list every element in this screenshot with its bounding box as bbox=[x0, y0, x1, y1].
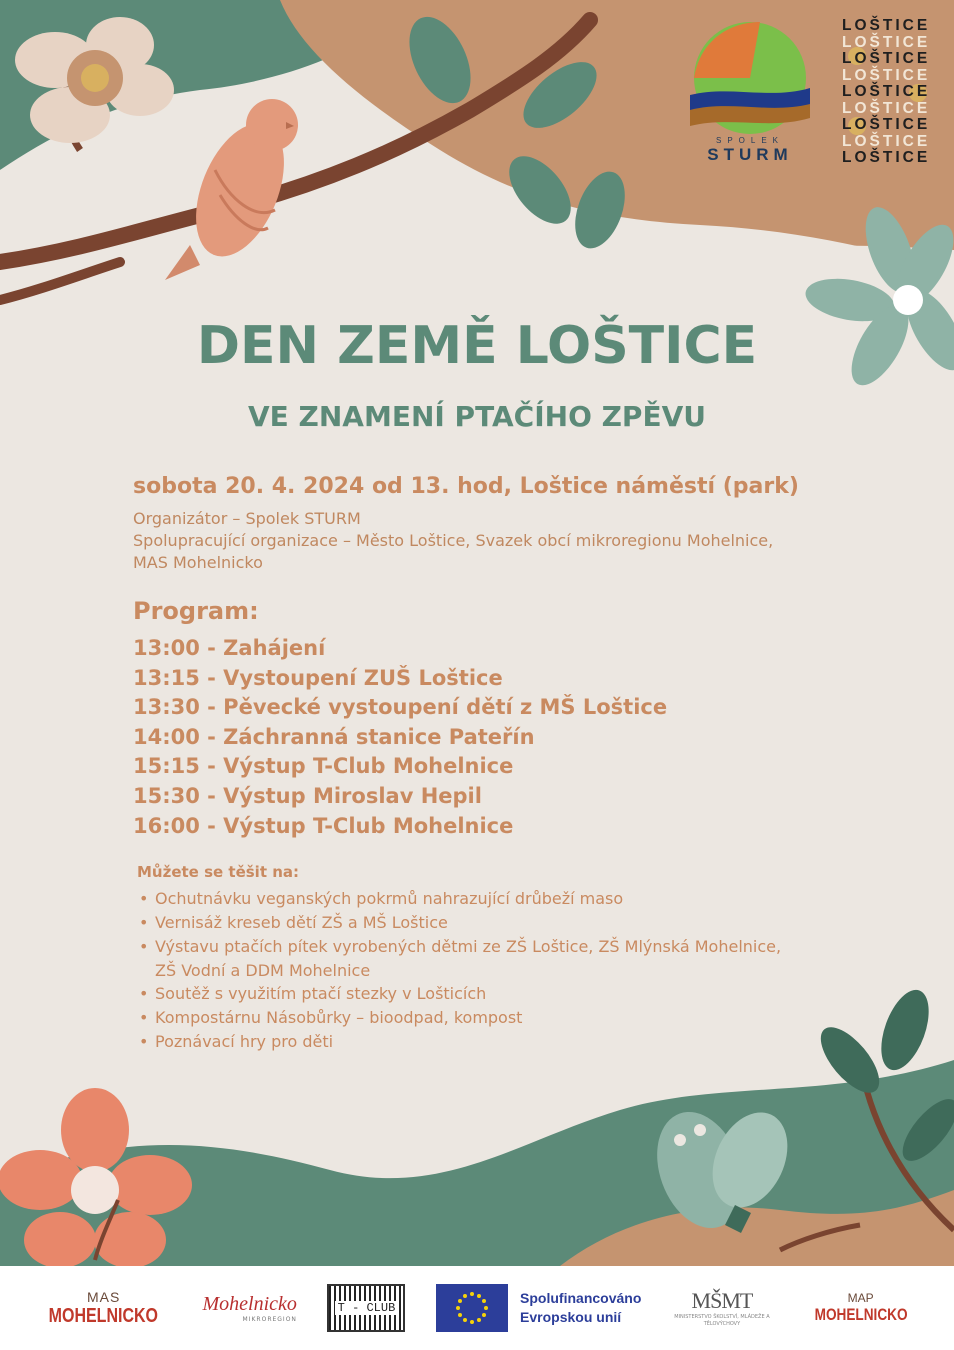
msmt-logo bbox=[672, 1288, 772, 1328]
lostice-logo-line: LOŠTICE bbox=[842, 66, 931, 84]
list-item: • Poznávací hry pro děti bbox=[139, 1030, 893, 1054]
lostice-logo-line: LOŠTICE bbox=[842, 116, 931, 133]
list-item bbox=[139, 935, 893, 983]
mohelnicko-mikroregion-logo bbox=[203, 1293, 297, 1323]
page-title: DEN ZEMĚ LOŠTICE bbox=[196, 316, 758, 376]
list-item-text-cont: ZŠ Vodní a DDM Mohelnice bbox=[155, 960, 371, 980]
mas-logo-top: MAS bbox=[86, 1288, 121, 1305]
tclub-logo bbox=[327, 1284, 405, 1332]
msmt-logo-mark: MŠMT bbox=[691, 1288, 753, 1313]
list-item: • Ochutnávku veganských pokrmů nahrazující drůbeží maso bbox=[139, 887, 893, 911]
organizers bbox=[133, 508, 893, 574]
map-logo-top: MAP bbox=[847, 1291, 874, 1305]
lostice-logo-line: LOŠTICE bbox=[842, 83, 931, 100]
page-subtitle: VE ZNAMENÍ PTAČÍHO ZPĚVU bbox=[248, 400, 706, 433]
msmt-logo-sub: MINISTERSTVO ŠKOLSTVÍ, MLÁDEŽE A TĚLOVÝCHOVY bbox=[674, 1314, 770, 1327]
list-item: • Kompostárnu Násobůrky – bioodpad, kompost bbox=[139, 1006, 893, 1030]
eu-text bbox=[520, 1289, 641, 1327]
tclub-logo-text: T - CLUB bbox=[335, 1301, 399, 1315]
lostice-logo bbox=[842, 18, 930, 167]
list-item-text: Výstavu ptačích pítek vyrobených dětmi ze ZŠ Loštice, ZŠ Mlýnská Mohelnice, bbox=[155, 936, 782, 956]
sturm-logo bbox=[680, 22, 820, 165]
lostice-logo-line: LOŠTICE bbox=[842, 99, 931, 117]
program-item: 16:00 - Výstup T-Club Mohelnice bbox=[133, 813, 514, 838]
program-list bbox=[133, 634, 893, 841]
flower-top-left bbox=[15, 17, 174, 143]
list-item: • Vernisáž kreseb dětí ZŠ a MŠ Loštice bbox=[139, 911, 893, 935]
mas-mohelnicko-logo bbox=[35, 1289, 172, 1328]
event-date-location: sobota 20. 4. 2024 od 13. hod, Loštice náměstí (park) bbox=[133, 474, 799, 499]
lostice-logo-line: LOŠTICE bbox=[842, 33, 931, 51]
map-mohelnicko-logo bbox=[803, 1291, 919, 1325]
lostice-logo-line: LOŠTICE bbox=[842, 50, 931, 67]
program-heading: Program: bbox=[133, 597, 259, 625]
eu-text-line2: Evropskou unií bbox=[520, 1309, 622, 1325]
program-item: 15:30 - Výstup Miroslav Hepil bbox=[133, 783, 482, 808]
eu-flag-icon bbox=[436, 1284, 508, 1332]
eu-cofinanced-logo bbox=[436, 1284, 641, 1332]
mohelnicko-logo-sub: MIKROREGION bbox=[242, 1316, 297, 1323]
lostice-logo-line: LOŠTICE bbox=[842, 149, 931, 166]
organizer-line: Organizátor – Spolek STURM bbox=[133, 509, 361, 528]
program-item: 13:30 - Pěvecké vystoupení dětí z MŠ Loštice bbox=[133, 695, 668, 720]
program-item: 13:00 - Zahájení bbox=[133, 636, 326, 660]
mas-logo-bottom: MOHELNICKO bbox=[48, 1304, 159, 1327]
list-item: • Soutěž s využitím ptačí stezky v Lošticích bbox=[139, 982, 893, 1006]
sturm-logo-big: STURM bbox=[707, 145, 793, 164]
event-info bbox=[133, 472, 893, 1054]
map-logo-bottom: MOHELNICKO bbox=[814, 1305, 908, 1324]
program-item: 13:15 - Vystoupení ZUŠ Loštice bbox=[133, 665, 503, 690]
cooperating-line-cont: MAS Mohelnicko bbox=[133, 553, 263, 572]
look-forward-heading: Můžete se těšit na: bbox=[137, 863, 300, 882]
cooperating-line: Spolupracující organizace – Město Loštice, Svazek obcí mikroregionu Mohelnice, bbox=[133, 531, 774, 550]
program-item: 14:00 - Záchranná stanice Pateřín bbox=[133, 724, 535, 749]
mohelnicko-logo-text: Mohelnicko bbox=[202, 1293, 297, 1315]
program-item: 15:15 - Výstup T-Club Mohelnice bbox=[133, 754, 514, 779]
eu-text-line1: Spolufinancováno bbox=[520, 1290, 642, 1306]
lostice-logo-line: LOŠTICE bbox=[842, 132, 931, 150]
flower-bottom-left bbox=[0, 1088, 192, 1266]
sturm-logo-small: SPOLEK bbox=[715, 136, 784, 145]
lostice-logo-line: LOŠTICE bbox=[842, 17, 931, 34]
sponsor-logo-bar bbox=[0, 1266, 954, 1350]
look-forward-list bbox=[139, 887, 893, 1054]
